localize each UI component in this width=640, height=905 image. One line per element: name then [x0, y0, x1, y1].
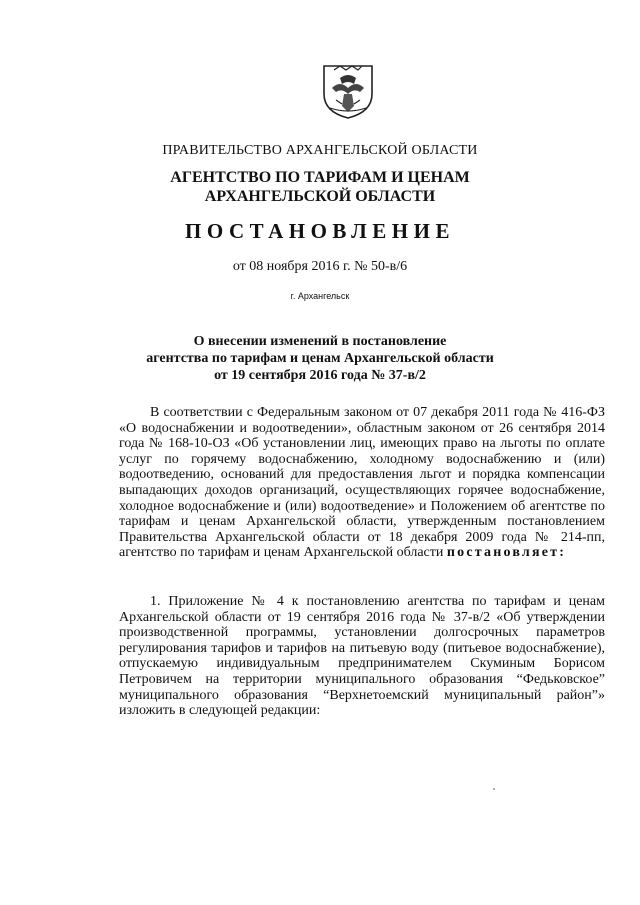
subject-line3: от 19 сентября 2016 года № 37-в/2: [214, 368, 426, 383]
coat-of-arms-icon: [320, 60, 376, 120]
agency-name: [0, 168, 640, 206]
resolves-keyword: постановляет:: [446, 545, 567, 561]
document-date-number: от 08 ноября 2016 г. № 50-в/6: [232, 259, 408, 274]
subject-line1: О внесении изменений в постановление: [193, 334, 447, 349]
subject-line2: агентства по тарифам и ценам Архангельской области: [146, 351, 494, 366]
preamble-text: В соответствии с Федеральным законом от 07 декабря 2011 года № 416-ФЗ «О водоснабжении и водоотведении», областным законом от 26 сентября 2014 года № 168-10-ОЗ «Об установлении лиц, имеющих право на льготы по оплате услуг по горячему водоснабжению, холодному водоснабжению и (или) водоотведению, оснований для предоставления льгот и порядка компенсации выпадающих доходов организаций, осуществляющих горячее водоснабжение, холодное водоснабжение и (или) водоотведение» и Положением об агентстве по тарифам и ценам Архангельской области, утвержденным постановлением Правительства Архангельской области от 18 декабря 2009 года № 214-пп, агентство по тарифам и ценам Архангельской области: [119, 405, 605, 561]
agency-name-line1: АГЕНТСТВО ПО ТАРИФАМ И ЦЕНАМ: [170, 169, 470, 186]
government-name: ПРАВИТЕЛЬСТВО АРХАНГЕЛЬСКОЙ ОБЛАСТИ: [162, 143, 478, 158]
document-type: ПОСТАНОВЛЕНИЕ: [185, 219, 455, 243]
document-place: г. Архангельск: [290, 291, 350, 301]
preamble-paragraph: [119, 405, 605, 561]
clause-1-paragraph: 1. Приложение № 4 к постановлению агентства по тарифам и ценам Архангельской области от 19 сентября 2016 года № 37-в/2 «Об утверждении производственной программы, установлении долгосрочных параметров регулирования тарифов и тарифов на питьевую воду (питьевое водоснабжение), отпускаемую индивидуальным предпринимателем Скуминым Борисом Петровичем на территории муниципального образования “Федьковское” муниципального образования “Верхнетоемский муниципальный район”» изложить в следующей редакции:: [119, 594, 605, 719]
scan-speck: [493, 788, 495, 790]
agency-name-line2: АРХАНГЕЛЬСКОЙ ОБЛАСТИ: [204, 188, 436, 205]
document-subject: [0, 333, 640, 384]
